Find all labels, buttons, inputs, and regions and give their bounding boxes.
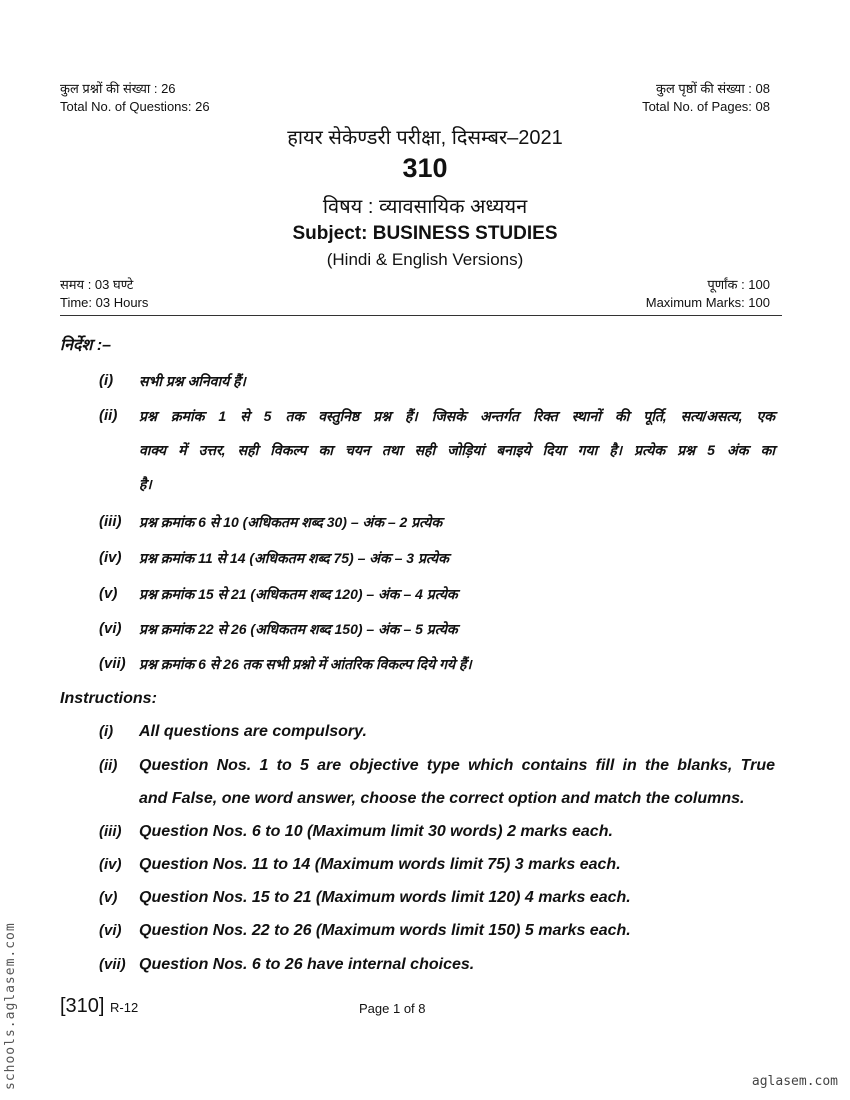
item-number: (vii) (99, 655, 126, 672)
item-text: प्रश्न क्रमांक 6 से 10 (अधिकतम शब्द 30) – अंक – 2 प्रत्येक (139, 514, 443, 530)
time-hindi: समय : 03 घण्टे (60, 277, 134, 292)
item-number: (vi) (99, 620, 122, 637)
item-text: प्रश्न क्रमांक 11 से 14 (अधिकतम शब्द 75) – अंक – 3 प्रत्येक (139, 550, 449, 566)
max-marks-english: Maximum Marks: 100 (645, 295, 770, 310)
item-number: (ii) (99, 407, 118, 424)
list-item (0, 856, 850, 878)
total-questions-english: Total No. of Questions: 26 (60, 99, 210, 114)
total-questions-hindi: कुल प्रश्नों की संख्या : 26 (60, 81, 176, 96)
item-number: (iii) (99, 513, 122, 530)
page-number: Page 1 of 8 (359, 1001, 426, 1016)
item-number: (i) (99, 723, 114, 740)
total-pages-hindi: कुल पृष्ठों की संख्या : 08 (656, 81, 770, 96)
list-item (0, 372, 850, 394)
versions-note: (Hindi & English Versions) (326, 250, 524, 269)
footer-code-text: [310] (60, 995, 105, 1017)
list-item (0, 889, 850, 911)
item-number: (ii) (99, 757, 118, 774)
item-text: Question Nos. 6 to 26 have internal choices. (139, 956, 475, 973)
time-english: Time: 03 Hours (60, 295, 149, 310)
item-text: Question Nos. 6 to 10 (Maximum limit 30 words) 2 marks each. (139, 823, 613, 840)
exam-title-hindi: हायर सेकेण्डरी परीक्षा, दिसम्बर–2021 (287, 127, 563, 149)
instructions-heading-english: Instructions: (60, 690, 157, 707)
item-text: Question Nos. 22 to 26 (Maximum words limit 150) 5 marks each. (139, 922, 631, 939)
footer-code-suffix: R-12 (110, 1000, 139, 1015)
item-number: (v) (99, 889, 118, 906)
list-item (0, 620, 850, 642)
subject-english: Subject: BUSINESS STUDIES (292, 223, 558, 244)
item-text: Question Nos. 11 to 14 (Maximum words limit 75) 3 marks each. (139, 856, 621, 873)
item-number: (i) (99, 372, 114, 389)
list-item (0, 956, 850, 978)
item-number: (iii) (99, 823, 122, 840)
item-text: All questions are compulsory. (139, 723, 367, 740)
header-divider (60, 315, 782, 316)
item-number: (iv) (99, 856, 122, 873)
item-text: सभी प्रश्न अनिवार्य हैं। (139, 373, 246, 389)
item-text: प्रश्न क्रमांक 22 से 26 (अधिकतम शब्द 150) – अंक – 5 प्रत्येक (139, 621, 458, 637)
item-number: (vii) (99, 956, 126, 973)
item-text: प्रश्न क्रमांक 6 से 26 तक सभी प्रश्नो में आंतरिक विकल्प दिये गये हैं। (139, 656, 472, 672)
list-item (0, 757, 850, 813)
list-item (0, 585, 850, 607)
item-text-line: वाक्य में उत्तर, सही विकल्प का चयन तथा सही जोड़ियां बनाइये दिया गया है। प्रत्येक प्रश्न 5 अंक का (139, 442, 775, 458)
list-item (0, 549, 850, 571)
list-item (0, 513, 850, 535)
instructions-heading-hindi: निर्देश :– (60, 337, 112, 354)
item-number: (iv) (99, 549, 122, 566)
list-item (0, 723, 850, 745)
side-watermark (3, 900, 17, 1090)
subject-hindi: विषय : व्यावसायिक अध्ययन (322, 196, 528, 218)
paper-code: 310 (402, 153, 448, 183)
list-item (0, 823, 850, 845)
list-item (0, 655, 850, 677)
item-text-line: Question Nos. 1 to 5 are objective type which contains fill in the blanks, True (139, 757, 775, 774)
max-marks-hindi: पूर्णांक : 100 (707, 277, 770, 292)
item-text-line: and False, one word answer, choose the correct option and match the columns. (139, 790, 745, 807)
item-text-line: है। (139, 476, 152, 492)
item-text-line: प्रश्न क्रमांक 1 से 5 तक वस्तुनिष्ठ प्रश्न हैं। जिसके अन्तर्गत रिक्त स्थानों की पूर्ति, सत्य/असत्य, एक (139, 408, 775, 424)
footer-paper-code (60, 995, 138, 1018)
item-text: Question Nos. 15 to 21 (Maximum words limit 120) 4 marks each. (139, 889, 631, 906)
list-item (0, 407, 850, 497)
item-text: प्रश्न क्रमांक 15 से 21 (अधिकतम शब्द 120) – अंक – 4 प्रत्येक (139, 586, 458, 602)
total-pages-english: Total No. of Pages: 08 (642, 99, 770, 114)
bottom-watermark: aglasem.com (751, 1074, 838, 1089)
list-item (0, 922, 850, 944)
item-number: (vi) (99, 922, 122, 939)
item-number: (v) (99, 585, 118, 602)
side-watermark-text: schools.aglasem.com (3, 922, 18, 1090)
